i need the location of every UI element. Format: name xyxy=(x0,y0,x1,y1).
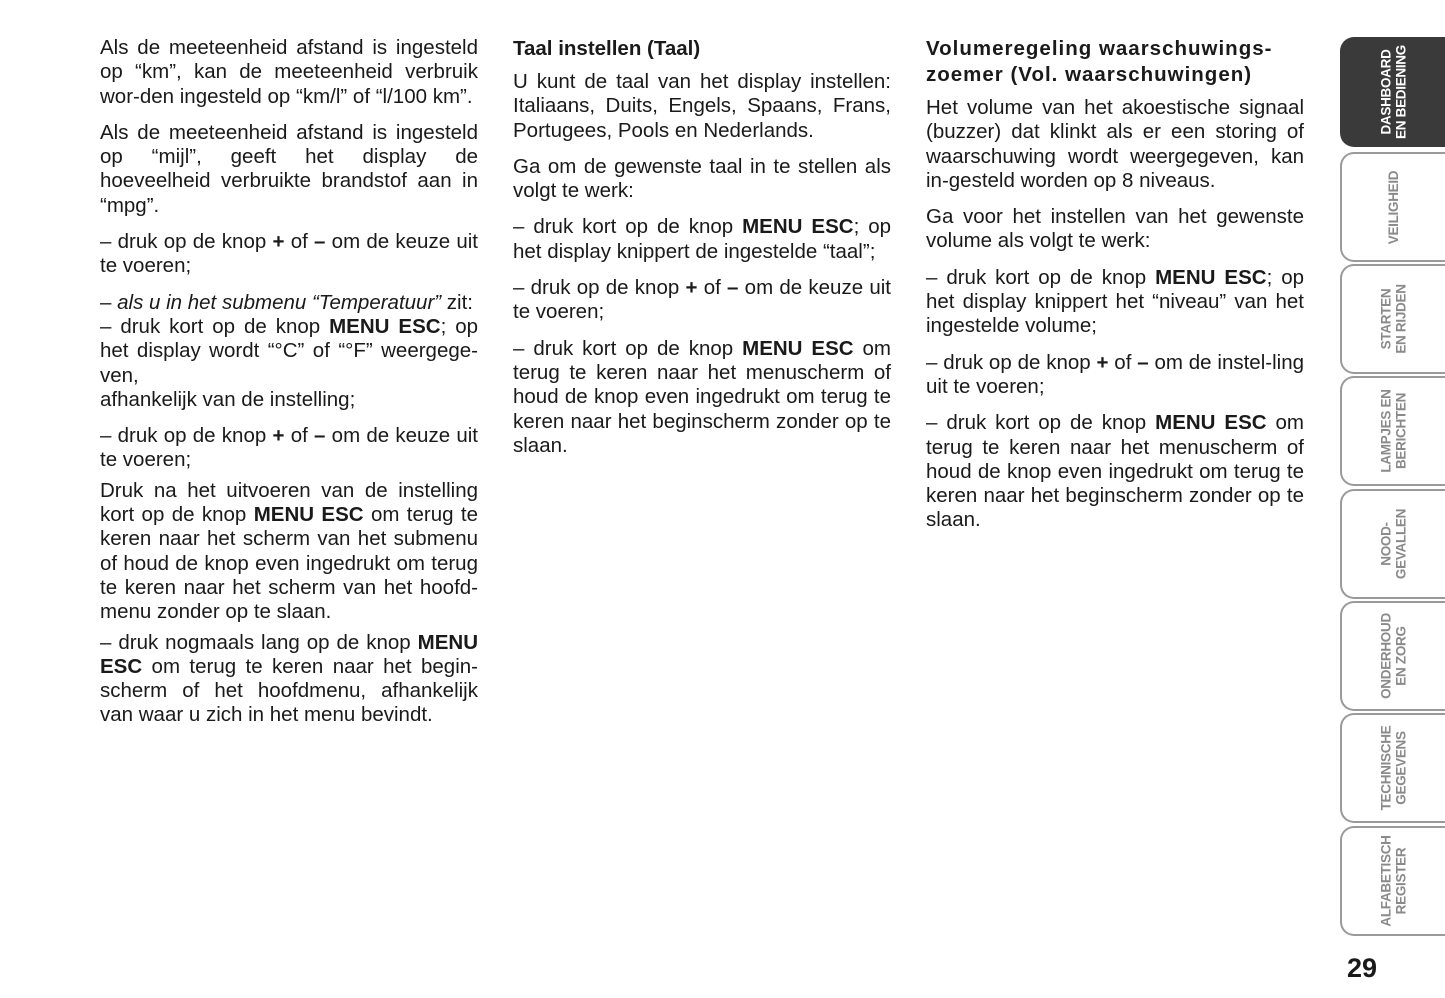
minus-symbol: – xyxy=(727,276,739,300)
text-run: – druk kort op de knop xyxy=(926,265,1156,289)
text-run: zit: xyxy=(441,290,474,314)
tab-label: LAMPJES EN BERICHTEN xyxy=(1378,389,1409,473)
text-run: om de instel-ling uit te voeren; xyxy=(926,350,1304,398)
paragraph xyxy=(513,215,891,264)
section-heading: Taal instellen (Taal) xyxy=(513,37,701,60)
text-run: om terug te keren naar het menuscherm of houd de knop even ingedrukt om terug te keren naar het beginscherm zonder op te slaan. xyxy=(926,411,1304,532)
tab-label: ALFABETISCH REGISTER xyxy=(1378,835,1409,927)
tab-starten[interactable] xyxy=(1340,264,1445,374)
paragraph: Het volume van het akoestische signaal (buzzer) dat klinkt als er een storing of waarschuwing wordt weergegeven, kan in-gesteld worden op 8 niveaus. xyxy=(926,96,1304,192)
tab-onderhoud[interactable] xyxy=(1340,601,1445,711)
text-run: – druk kort op de knop xyxy=(513,336,743,360)
text-column-3 xyxy=(926,36,1304,545)
tab-dashboard[interactable] xyxy=(1340,37,1445,147)
tab-technische[interactable] xyxy=(1340,713,1445,823)
tab-lampjes[interactable] xyxy=(1340,376,1445,486)
button-name: MENU ESC xyxy=(742,336,854,360)
paragraph xyxy=(926,411,1304,532)
text-run: of xyxy=(697,276,728,300)
paragraph: Ga voor het instellen van het gewenste volume als volgt te werk: xyxy=(926,205,1304,253)
text-run: – druk op de knop xyxy=(926,350,1097,374)
text-run: om terug te keren naar het menuscherm of houd de knop even ingedrukt om terug te keren naar het beginscherm zonder op te slaan. xyxy=(513,336,891,457)
button-name: MENU ESC xyxy=(1155,265,1267,289)
paragraph: Als de meeteenheid afstand is ingesteld op “mijl”, geeft het display de hoeveelheid verbruikte brandstof aan in “mpg”. xyxy=(100,120,478,217)
tab-veiligheid[interactable] xyxy=(1340,152,1445,262)
text-run: – xyxy=(100,290,118,314)
button-name: MENU ESC xyxy=(253,503,364,527)
button-name: MENU ESC xyxy=(100,630,478,678)
button-name: MENU ESC xyxy=(329,314,441,338)
paragraph xyxy=(100,315,478,388)
paragraph xyxy=(100,291,478,315)
text-run: – druk op de knop xyxy=(100,424,273,448)
text-column-1 xyxy=(100,36,478,740)
text-run: ; op het display knippert het “niveau” van het ingestelde volume; xyxy=(926,265,1304,338)
paragraph: U kunt de taal van het display instellen: Italiaans, Duits, Engels, Spaans, Frans, Portugees, Pools en Nederlands. xyxy=(513,70,891,142)
text-run: – druk op de knop xyxy=(513,276,686,300)
button-name: MENU ESC xyxy=(1155,411,1267,435)
italic-text: als u in het submenu “Temperatuur” xyxy=(117,290,442,314)
text-run: Druk na het uitvoeren van de instelling kort op de knop xyxy=(100,478,478,527)
minus-symbol: – xyxy=(1137,350,1149,374)
tab-label: STARTEN EN RIJDEN xyxy=(1378,284,1409,354)
tab-label: NOOD- GEVALLEN xyxy=(1378,508,1409,580)
text-run: – druk op de knop xyxy=(100,230,273,254)
paragraph xyxy=(926,266,1304,339)
button-name: MENU ESC xyxy=(742,215,854,239)
text-run: om terug te keren naar het scherm van het submenu of houd de knop even ingedrukt om terug te keren naar het scherm van het hoofd-menu zonder op te slaan. xyxy=(100,503,478,624)
text-run: om de keuze uit te voeren; xyxy=(100,424,478,472)
text-run: – druk kort op de knop xyxy=(100,314,330,338)
tab-noodgevallen[interactable] xyxy=(1340,489,1445,599)
plus-symbol: + xyxy=(685,276,698,300)
tab-label: VEILIGHEID xyxy=(1386,170,1401,244)
page-number: 29 xyxy=(1347,953,1378,983)
paragraph xyxy=(100,631,478,728)
text-run: of xyxy=(284,230,315,254)
paragraph: Ga om de gewenste taal in te stellen als volgt te werk: xyxy=(513,154,891,203)
tab-label: TECHNISCHE GEGEVENS xyxy=(1378,725,1409,811)
text-run: om terug te keren naar het begin-scherm of het hoofdmenu, afhankelijk van waar u zich in het menu bevindt. xyxy=(100,654,478,727)
paragraph: Als de meeteenheid afstand is ingesteld op “km”, kan de meeteenheid verbruik wor-den ingesteld op “km/l” of “l/100 km”. xyxy=(100,36,478,108)
plus-symbol: + xyxy=(1096,350,1109,374)
paragraph xyxy=(100,479,478,625)
text-run: om de keuze uit te voeren; xyxy=(100,230,478,278)
paragraph xyxy=(926,351,1304,400)
text-column-2 xyxy=(513,36,891,470)
plus-symbol: + xyxy=(272,424,285,448)
text-run: of xyxy=(284,424,315,448)
plus-symbol: + xyxy=(272,230,285,254)
paragraph xyxy=(513,276,891,325)
text-run: om de keuze uit te voeren; xyxy=(513,276,891,324)
paragraph xyxy=(100,230,478,279)
text-run: – druk nogmaals lang op de knop xyxy=(100,630,418,654)
chapter-tabs xyxy=(1340,37,1445,942)
paragraph xyxy=(100,424,478,473)
text-run: of xyxy=(1108,350,1138,374)
text-run: – druk kort op de knop xyxy=(926,411,1156,435)
text-run: ; op het display wordt “°C” of “°F” weergege-ven, xyxy=(100,314,478,387)
tab-label: DASHBOARD EN BEDIENING xyxy=(1378,45,1409,139)
minus-symbol: – xyxy=(314,424,326,448)
text-run: – druk kort op de knop xyxy=(513,215,743,239)
section-heading: Volumeregeling waarschuwings-zoemer (Vol. waarschuwingen) xyxy=(926,37,1273,86)
paragraph: afhankelijk van de instelling; xyxy=(100,387,356,411)
minus-symbol: – xyxy=(314,230,326,254)
tab-label: ONDERHOUD EN ZORG xyxy=(1378,613,1409,699)
tab-alfabetisch[interactable] xyxy=(1340,826,1445,936)
paragraph xyxy=(513,337,891,458)
text-run: ; op het display knippert de ingestelde “taal”; xyxy=(513,215,891,263)
